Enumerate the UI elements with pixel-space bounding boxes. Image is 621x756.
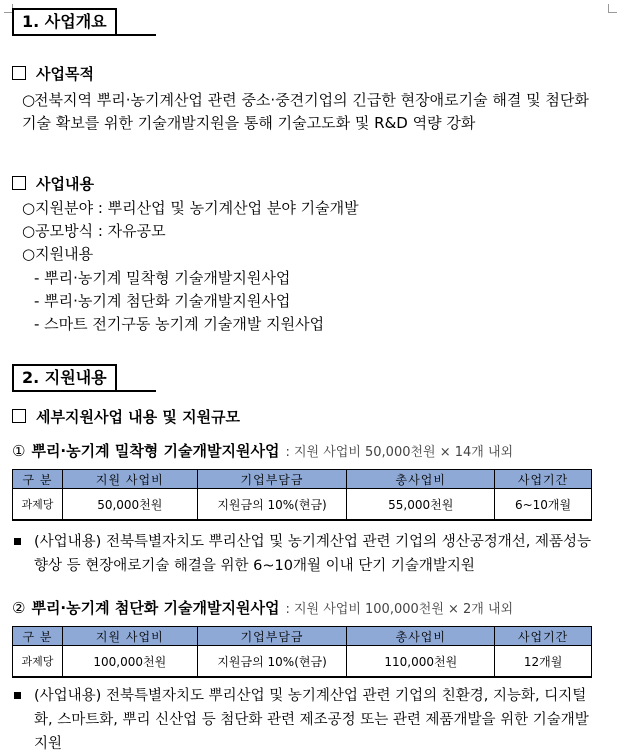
section2-heading-rule [12, 390, 156, 392]
header-category: 구 분 [13, 627, 63, 646]
section1-heading: 1. 사업개요 [12, 8, 117, 34]
circle-bullet-icon: ○ [22, 199, 36, 217]
circle-bullet-icon: ○ [22, 91, 36, 109]
content-subitem: - 뿌리·농기계 첨단화 기술개발지원사업 [34, 292, 291, 310]
checkbox-icon [12, 66, 26, 80]
detail-title: 세부지원사업 내용 및 지원규모 [12, 406, 240, 428]
program1-note: : 지원 사업비 50,000천원 × 14개 내외 [285, 445, 514, 460]
program2-note: : 지원 사업비 100,000천원 × 2개 내외 [285, 602, 514, 617]
table-header-row [13, 470, 592, 489]
content-item: ○지원내용 [22, 245, 94, 263]
content-item: ○공모방식 : 자유공모 [22, 222, 166, 240]
circle-bullet-icon: ○ [22, 245, 36, 263]
content-title: 사업내용 [12, 173, 94, 195]
program2-title [12, 597, 513, 619]
circle-bullet-icon: ○ [22, 222, 36, 240]
header-period: 사업기간 [495, 627, 592, 646]
header-period: 사업기간 [495, 470, 592, 489]
section2-heading: 2. 지원내용 [12, 364, 117, 390]
purpose-paragraph [22, 89, 592, 135]
program2-table [12, 626, 592, 678]
header-support: 지원 사업비 [62, 627, 197, 646]
purpose-text: 전북지역 뿌리·농기계산업 관련 중소·중견기업의 긴급한 현장애로기술 해결 및 첨단화 기술 확보를 위한 기술개발지원을 통해 기술고도화 및 R&D 역량 강화 [22, 91, 589, 132]
purpose-title: 사업목적 [12, 63, 94, 85]
square-bullet-icon [14, 538, 21, 545]
table-header-row [13, 627, 592, 646]
header-support: 지원 사업비 [62, 470, 197, 489]
program1-description: (사업내용) 전북특별자치도 뿌리산업 및 농기계산업 관련 기업의 생산공정개선, 제품성능 향상 등 현장애로기술 해결을 위한 6~10개월 이내 단기 기술개발지원 [14, 530, 592, 578]
program1-number: ① [12, 442, 26, 460]
header-total: 총사업비 [347, 627, 495, 646]
content-subitem: - 스마트 전기구동 농기계 기술개발 지원사업 [34, 315, 325, 333]
program1-title [12, 440, 513, 462]
header-contribution: 기업부담금 [197, 470, 347, 489]
checkbox-icon [12, 409, 26, 423]
program2-description: (사업내용) 전북특별자치도 뿌리산업 및 농기계산업 관련 기업의 친환경, 지능화, 디지털화, 스마트화, 뿌리 신산업 등 첨단화 관련 제조공정 또는 관련 제품개발을 위한 기술개발지원 [14, 684, 592, 756]
page-corner-mark-right [608, 4, 617, 13]
content-subitem: - 뿌리·농기계 밀착형 기술개발지원사업 [34, 269, 291, 287]
program2-number: ② [12, 599, 26, 617]
content-item: ○지원분야 : 뿌리산업 및 농기계산업 분야 기술개발 [22, 199, 359, 217]
table-row: 과제당 50,000천원 지원금의 10%(현금) 55,000천원 6~10개월 [13, 489, 592, 521]
table-row: 과제당 100,000천원 지원금의 10%(현금) 110,000천원 12개월 [13, 646, 592, 678]
header-contribution: 기업부담금 [197, 627, 347, 646]
header-category: 구 분 [13, 470, 63, 489]
checkbox-icon [12, 176, 26, 190]
square-bullet-icon [14, 692, 21, 699]
program2-name: 뿌리·농기계 첨단화 기술개발지원사업 [31, 599, 280, 617]
section1-heading-rule [12, 34, 156, 36]
header-total: 총사업비 [347, 470, 495, 489]
program1-table [12, 469, 592, 521]
program1-name: 뿌리·농기계 밀착형 기술개발지원사업 [31, 442, 280, 460]
